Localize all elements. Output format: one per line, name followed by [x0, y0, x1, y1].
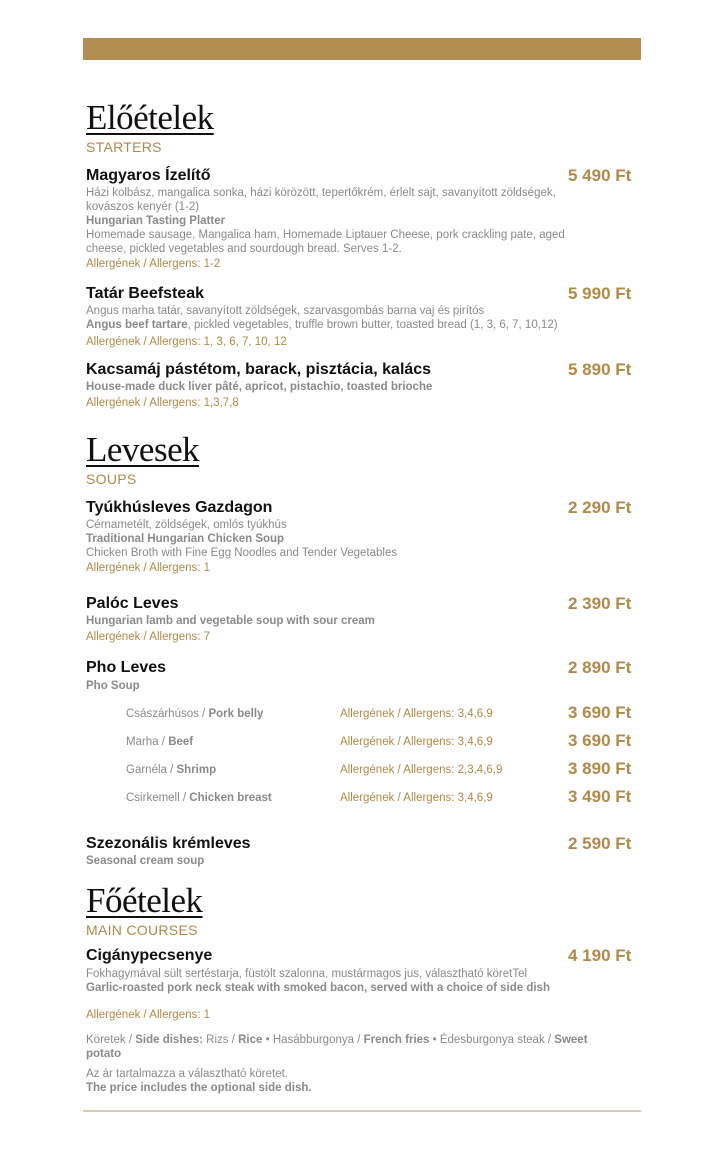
dish-name: Magyaros Ízelítő: [86, 167, 211, 184]
desc-hu: Házi kolbász, mangalica sonka, házi körözött, tepertőkrém, érlelt sajt, savanyított zöldségek, kovászos kenyér (1-2): [86, 187, 556, 213]
section-subtitle-mains: MAIN COURSES: [86, 922, 198, 938]
variant-price: 3 490 Ft: [568, 787, 632, 806]
dish-description: [86, 304, 606, 332]
desc-hu: Fokhagymával sült sertéstarja, füstölt szalonna, mustármagos jus, választható köretTel: [86, 968, 528, 980]
bottom-divider: [83, 1110, 641, 1112]
allergens: Allergének / Allergens: 1: [86, 1009, 211, 1021]
section-subtitle-starters: STARTERS: [86, 139, 162, 155]
dish-price: 2 590 Ft: [568, 834, 632, 853]
section-subtitle-soups: SOUPS: [86, 471, 137, 487]
dish-name: Pho Leves: [86, 659, 167, 676]
variant-price: 3 690 Ft: [568, 731, 632, 750]
desc-en: Homemade sausage, Mangalica ham, Homemade Liptauer Cheese, pork crackling pate, aged cheese, pickled vegetables and sourdough bread. Serves 1-2.: [86, 229, 565, 255]
dish-description: [86, 967, 571, 995]
dish-name: Palóc Leves: [86, 595, 179, 612]
dish-price: 2 390 Ft: [568, 594, 632, 613]
dish-name: Tyúkhúsleves Gazdagon: [86, 499, 273, 516]
dish-name: Cigánypecsenye: [86, 947, 213, 964]
name-en: Traditional Hungarian Chicken Soup: [86, 533, 285, 545]
variant-price: 3 690 Ft: [568, 703, 632, 722]
variant-price: 3 890 Ft: [568, 759, 632, 778]
dish-price: 4 190 Ft: [568, 946, 632, 965]
dish-description: [86, 518, 566, 560]
allergens: Allergének / Allergens: 1,3,7,8: [86, 397, 239, 409]
dish-description: [86, 679, 566, 693]
variant-name: Garnéla / Shrimp: [126, 764, 217, 776]
dish-name: Tatár Beefsteak: [86, 285, 204, 302]
desc-hu: Cérnametélt, zöldségek, omlós tyúkhús: [86, 519, 287, 531]
section-title-mains: Főételek: [86, 881, 203, 920]
desc-en: Chicken Broth with Fine Egg Noodles and Tender Vegetables: [86, 547, 398, 559]
variant-allergens: Allergének / Allergens: 3,4,6,9: [340, 708, 493, 720]
note-hu: Az ár tartalmazza a választható köretet.: [86, 1068, 288, 1080]
desc-en: Seasonal cream soup: [86, 855, 205, 867]
desc-hu: Angus marha tatár, savanyított zöldségek, szarvasgombás barna vaj és pirítós: [86, 305, 485, 317]
variant-allergens: Allergének / Allergens: 2,3,4,6,9: [340, 764, 503, 776]
name-en: Hungarian Tasting Platter: [86, 215, 226, 227]
variant-name: Csirkemell / Chicken breast: [126, 792, 272, 804]
desc-en: Hungarian lamb and vegetable soup with sour cream: [86, 615, 375, 627]
price-note: [86, 1067, 606, 1095]
side-dishes: Köretek / Side dishes: Rizs / Rice • Hasábburgonya / French fries • Édesburgonya steak / Sweet potato: [86, 1034, 588, 1060]
dish-description: [86, 854, 566, 868]
desc-en: House-made duck liver pâté, apricot, pistachio, toasted brioche: [86, 381, 433, 393]
variant-name: Császárhúsos / Pork belly: [126, 708, 264, 720]
dish-name: Szezonális krémleves: [86, 835, 251, 852]
dish-price: 5 490 Ft: [568, 166, 632, 185]
top-decorative-bar: [83, 38, 641, 60]
desc-en: Garlic-roasted pork neck steak with smoked bacon, served with a choice of side dish: [86, 982, 550, 994]
variant-name: Marha / Beef: [126, 736, 194, 748]
note-en: The price includes the optional side dish.: [86, 1082, 312, 1094]
dish-price: 5 890 Ft: [568, 360, 632, 379]
allergens: Allergének / Allergens: 7: [86, 631, 211, 643]
dish-description: [86, 614, 566, 628]
allergens: Allergének / Allergens: 1, 3, 6, 7, 10, 12: [86, 336, 287, 348]
name-en: Angus beef tartare: [86, 319, 188, 331]
allergens: Allergének / Allergens: 1: [86, 562, 211, 574]
dish-description: [86, 186, 566, 256]
desc-en: , pickled vegetables, truffle brown butter, toasted bread (1, 3, 6, 7, 10,12): [187, 319, 558, 331]
section-title-soups: Levesek: [86, 430, 200, 469]
dish-price: 2 890 Ft: [568, 658, 632, 677]
desc-en: Pho Soup: [86, 680, 140, 692]
variant-allergens: Allergének / Allergens: 3,4,6,9: [340, 736, 493, 748]
dish-price: 5 990 Ft: [568, 284, 632, 303]
dish-description: [86, 380, 566, 394]
allergens: Allergének / Allergens: 1-2: [86, 258, 221, 270]
section-title-starters: Előételek: [86, 98, 214, 137]
variant-allergens: Allergének / Allergens: 3,4,6,9: [340, 792, 493, 804]
dish-name: Kacsamáj pástétom, barack, pisztácia, kalács: [86, 361, 432, 378]
dish-price: 2 290 Ft: [568, 498, 632, 517]
